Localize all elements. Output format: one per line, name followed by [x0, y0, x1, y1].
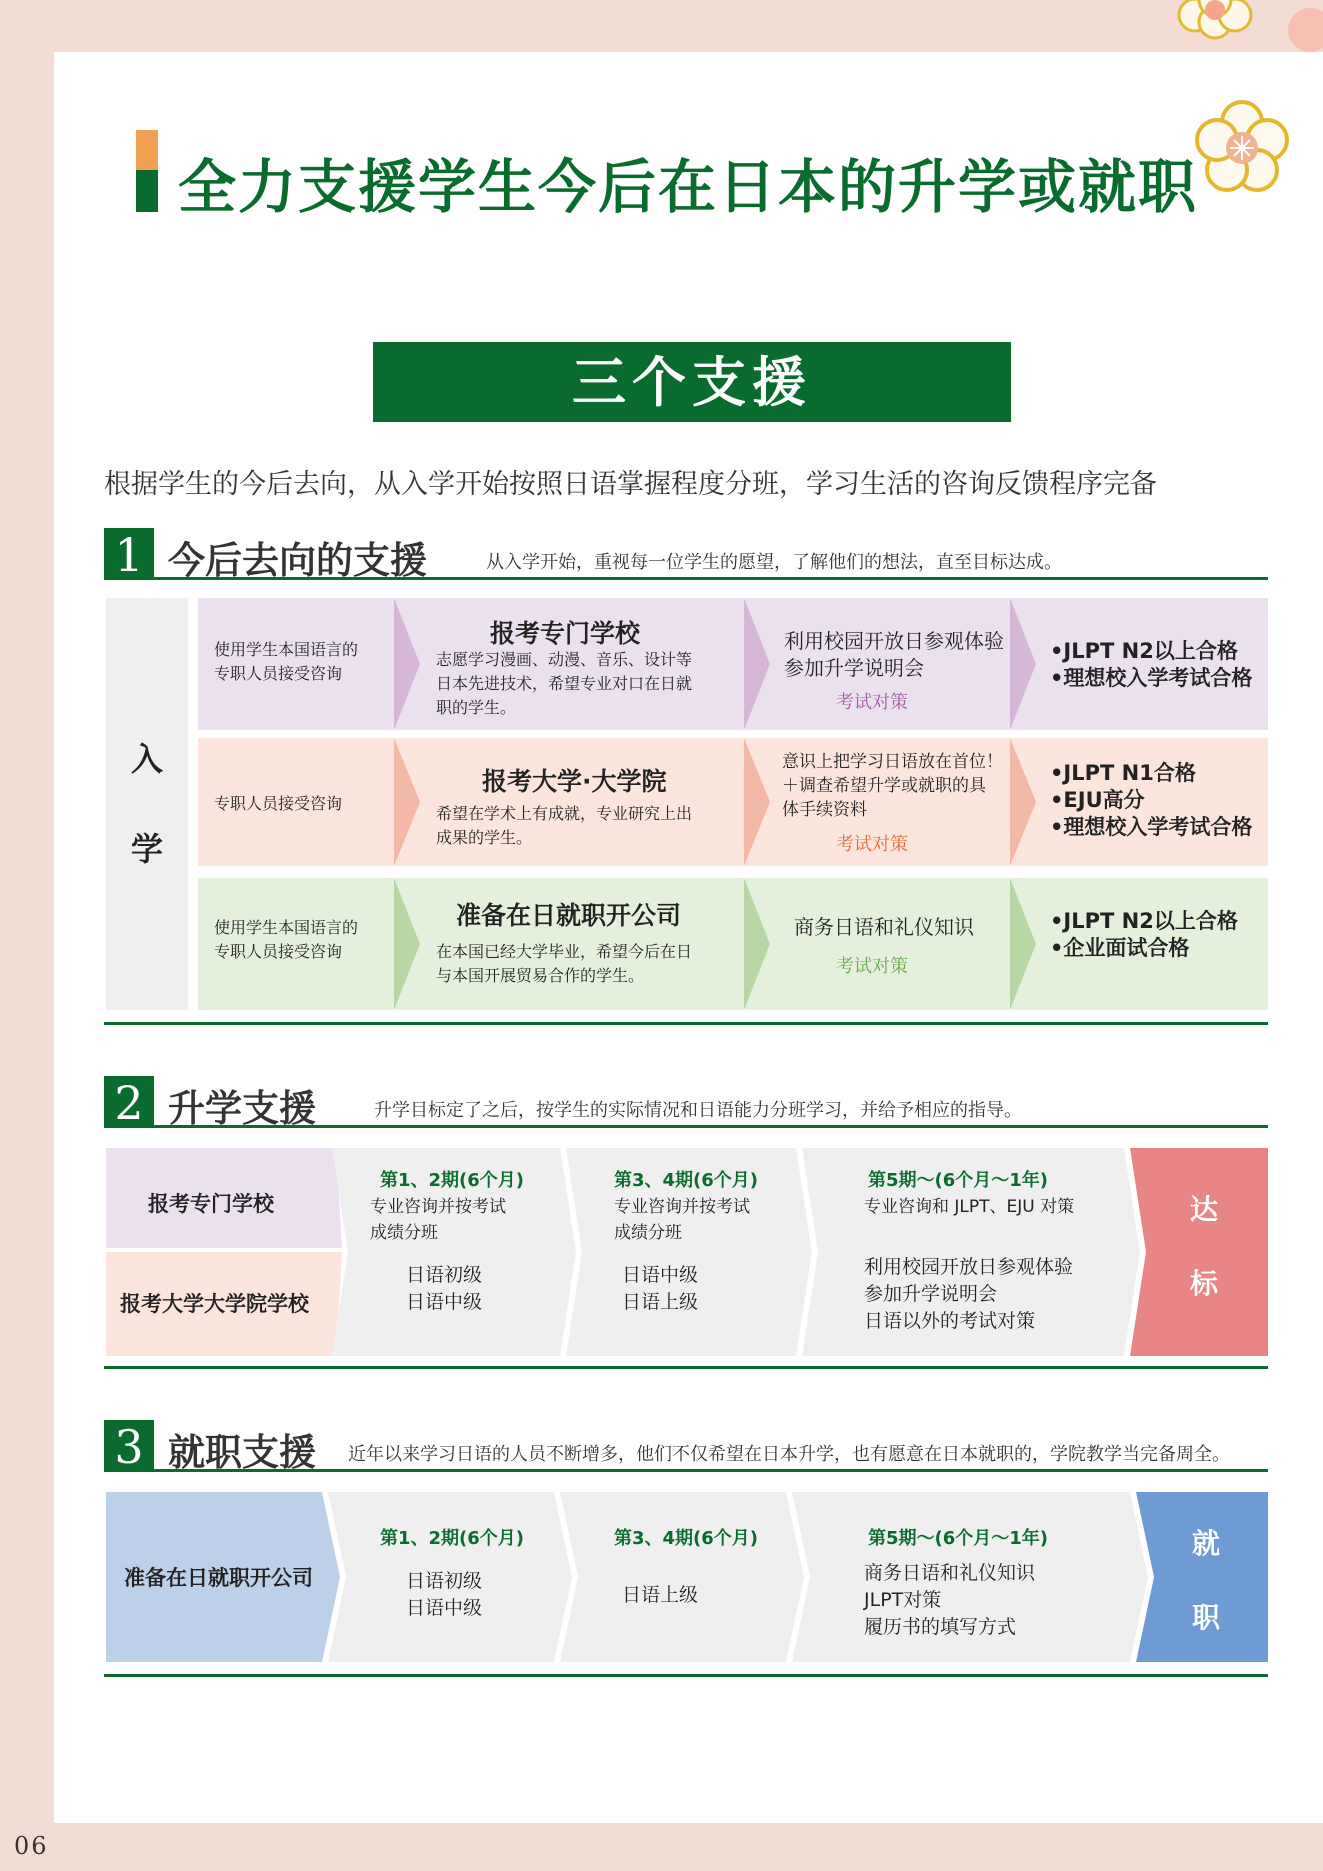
- row-arrow: [1010, 598, 1036, 730]
- section1-bottom-rule: [104, 1022, 1268, 1025]
- section3-number: 3: [104, 1420, 154, 1472]
- goal-description: 志愿学习漫画、动漫、音乐、设计等 日本先进技术，希望专业对口在日就 职的学生。: [436, 650, 693, 717]
- job-phase-levels: 商务日语和礼仪知识 JLPT对策 履历书的填写方式: [864, 1562, 1036, 1638]
- section1-title: 今后去向的支援: [168, 539, 427, 582]
- target-vocational: 报考专门学校: [148, 1192, 274, 1216]
- row-arrow: [744, 598, 770, 730]
- row-arrow: [744, 738, 770, 866]
- row-arrow: [394, 738, 420, 866]
- section3-bottom-rule: [104, 1674, 1268, 1677]
- goal-title: 报考大学·大学院: [482, 767, 667, 796]
- target-results: •JLPT N2以上合格 •企业面试合格: [1050, 909, 1238, 960]
- section2-title: 升学支援: [168, 1087, 316, 1130]
- phase-label: 第5期～(6个月～1年): [868, 1170, 1049, 1191]
- three-supports-banner: 三个支援: [373, 342, 1011, 422]
- section2-number: 2: [104, 1076, 154, 1128]
- support-text: 意识上把学习日语放在首位！ ＋调查希望升学或就职的具 体手续资料: [782, 752, 1003, 820]
- phase-notes: 专业咨询和 JLPT、EJU 对策: [864, 1197, 1075, 1217]
- flower-icon-top: [1160, 0, 1270, 40]
- path-row-employment: [198, 878, 1268, 1010]
- job-phase-label: 第1、2期(6个月): [380, 1528, 525, 1549]
- section2-header: [104, 1076, 1268, 1128]
- exam-prep-label: 考试对策: [836, 692, 908, 713]
- phase-levels: 日语中级 日语上级: [622, 1264, 699, 1313]
- exam-prep-label: 考试对策: [836, 956, 908, 977]
- phase-notes: 专业咨询并按考试 成绩分班: [614, 1197, 750, 1243]
- intro-text: 根据学生的今后去向，从入学开始按照日语掌握程度分班，学习生活的咨询反馈程序完备: [104, 469, 1157, 500]
- row-arrow: [1010, 878, 1036, 1010]
- section1-header: [104, 528, 1268, 580]
- section3-desc: 近年以来学习日语的人员不断增多，他们不仅希望在日本升学，也有愿意在日本就职的，学院教学当完备周全。: [348, 1444, 1230, 1465]
- job-phase-chevron-2: [560, 1492, 804, 1662]
- title-accent-bar: [136, 130, 158, 212]
- row-arrow: [744, 878, 770, 1010]
- target-job: 准备在日就职开公司: [124, 1566, 313, 1590]
- section1-desc: 从入学开始，重视每一位学生的愿望，了解他们的想法，直至目标达成。: [486, 552, 1062, 573]
- row-arrow: [1010, 738, 1036, 866]
- section2-bottom-rule: [104, 1366, 1268, 1369]
- consult-text: 使用学生本国语言的 专职人员接受咨询: [214, 640, 359, 683]
- goal-title: 准备在日就职开公司: [456, 901, 682, 930]
- job-phase-label: 第3、4期(6个月): [614, 1528, 759, 1549]
- row-arrow: [394, 878, 420, 1010]
- row-arrow: [394, 598, 420, 730]
- phase-levels: 利用校园开放日参观体验 参加升学说明会 日语以外的考试对策: [864, 1256, 1074, 1332]
- goal-description: 在本国已经大学毕业，希望今后在日 与本国开展贸易合作的学生。: [436, 942, 693, 985]
- job-phase-levels: 日语上级: [622, 1584, 699, 1606]
- support-text: 商务日语和礼仪知识: [794, 915, 974, 939]
- phase-label: 第1、2期(6个月): [380, 1170, 525, 1191]
- phase-notes: 专业咨询并按考试 成绩分班: [370, 1197, 506, 1243]
- consult-text: 使用学生本国语言的 专职人员接受咨询: [214, 918, 359, 961]
- goal-title: 报考专门学校: [490, 619, 641, 648]
- section3-title: 就职支援: [168, 1431, 316, 1474]
- job-phase-label: 第5期～(6个月～1年): [868, 1528, 1049, 1549]
- phase-label: 第3、4期(6个月): [614, 1170, 759, 1191]
- consult-text: 专职人员接受咨询: [214, 794, 343, 813]
- page-title: 全力支援学生今后在日本的升学或就职: [178, 153, 1199, 221]
- target-results: •JLPT N2以上合格 •理想校入学考试合格: [1050, 639, 1253, 690]
- employment-goal-label: 就 职: [1191, 1527, 1220, 1634]
- section3-header: [104, 1420, 1268, 1472]
- plum-blossom-icon: [1190, 96, 1294, 200]
- target-results: •JLPT N1合格 •EJU高分 •理想校入学考试合格: [1050, 761, 1253, 839]
- section1-number: 1: [104, 528, 154, 580]
- phase-levels: 日语初级 日语中级: [406, 1264, 483, 1313]
- path-row-university: [198, 738, 1268, 866]
- path-row-vocational: [198, 598, 1268, 730]
- support-text: 利用校园开放日参观体验 参加升学说明会: [784, 629, 1004, 680]
- goal-description: 希望在学术上有成就，专业研究上出 成果的学生。: [436, 804, 693, 847]
- target-university: 报考大学大学院学校: [120, 1292, 309, 1316]
- enrollment-label: 入 学: [106, 598, 188, 1010]
- section2-desc: 升学目标定了之后，按学生的实际情况和日语能力分班学习，并给予相应的指导。: [374, 1100, 1022, 1121]
- exam-prep-label: 考试对策: [836, 834, 908, 855]
- job-phase-levels: 日语初级 日语中级: [406, 1570, 483, 1619]
- goal-reached-label: 达 标: [1189, 1193, 1218, 1300]
- page-number: 06: [14, 1832, 49, 1860]
